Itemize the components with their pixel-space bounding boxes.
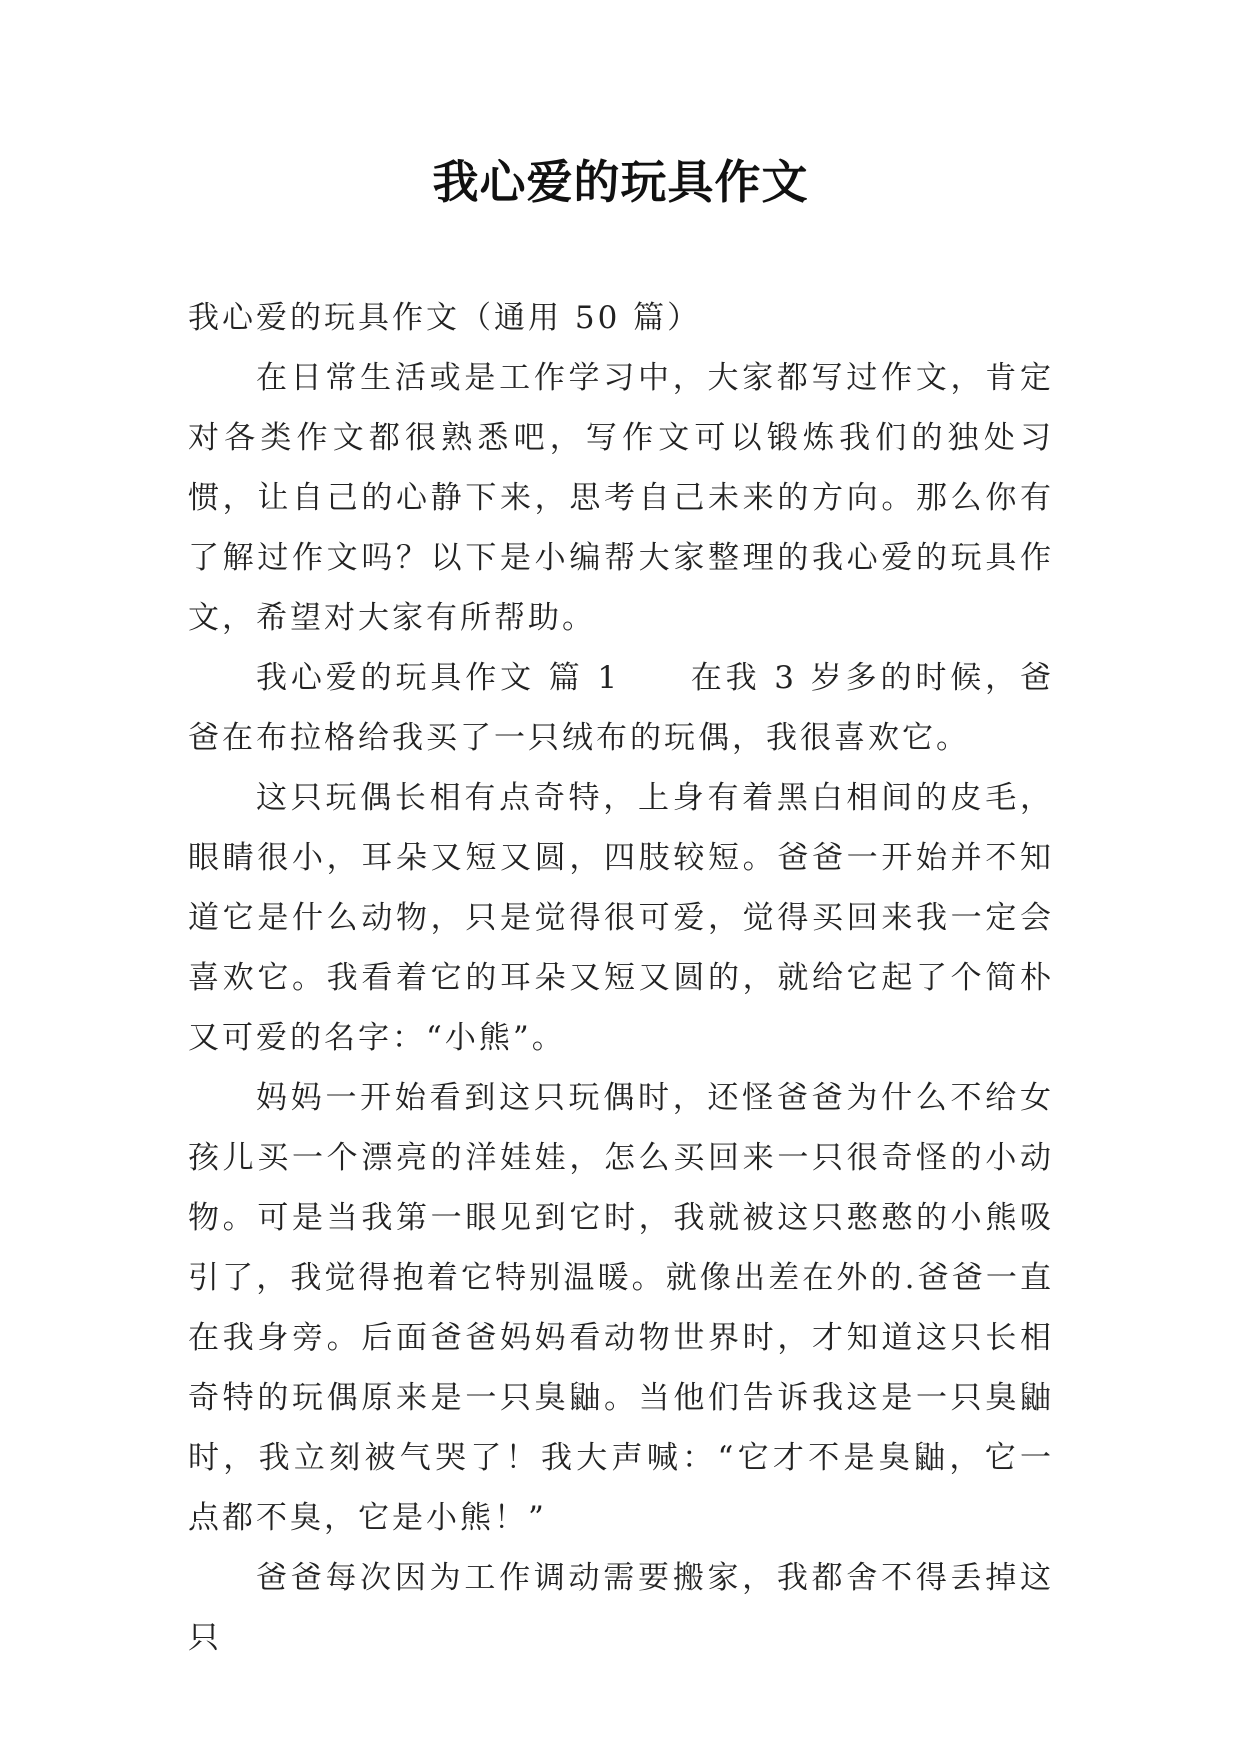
body-paragraph: 爸爸每次因为工作调动需要搬家，我都舍不得丢掉这只 (188, 1560, 1054, 1656)
document-body (188, 288, 1054, 1668)
document-title: 我心爱的玩具作文 (432, 155, 809, 209)
intro-paragraph: 在日常生活或是工作学习中，大家都写过作文，肯定对各类作文都很熟悉吧，写作文可以锻炼我们的独处习惯，让自己的心静下来，思考自己未来的方向。那么你有了解过作文吗？以下是小编帮大家整理的我心爱的玩具作文，希望对大家有所帮助。 (188, 360, 1054, 636)
essay-heading-paragraph: 我心爱的玩具作文 篇 1 在我 3 岁多的时候，爸爸在布拉格给我买了一只绒布的玩偶，我很喜欢它。 (188, 660, 1054, 756)
body-paragraph: 这只玩偶长相有点奇特，上身有着黑白相间的皮毛，眼睛很小，耳朵又短又圆，四肢较短。爸爸一开始并不知道它是什么动物，只是觉得很可爱，觉得买回来我一定会喜欢它。我看着它的耳朵又短又圆的，就给它起了个简朴又可爱的名字：“小熊”。 (188, 780, 1054, 1056)
body-paragraph: 妈妈一开始看到这只玩偶时，还怪爸爸为什么不给女孩儿买一个漂亮的洋娃娃，怎么买回来一只很奇怪的小动物。可是当我第一眼见到它时，我就被这只憨憨的小熊吸引了，我觉得抱着它特别温暖。就像出差在外的.爸爸一直在我身旁。后面爸爸妈妈看动物世界时，才知道这只长相奇特的玩偶原来是一只臭鼬。当他们告诉我这是一只臭鼬时，我立刻被气哭了！我大声喊：“它才不是臭鼬，它一点都不臭，它是小熊！” (188, 1080, 1054, 1536)
subtitle-paragraph: 我心爱的玩具作文（通用 50 篇） (188, 300, 702, 336)
